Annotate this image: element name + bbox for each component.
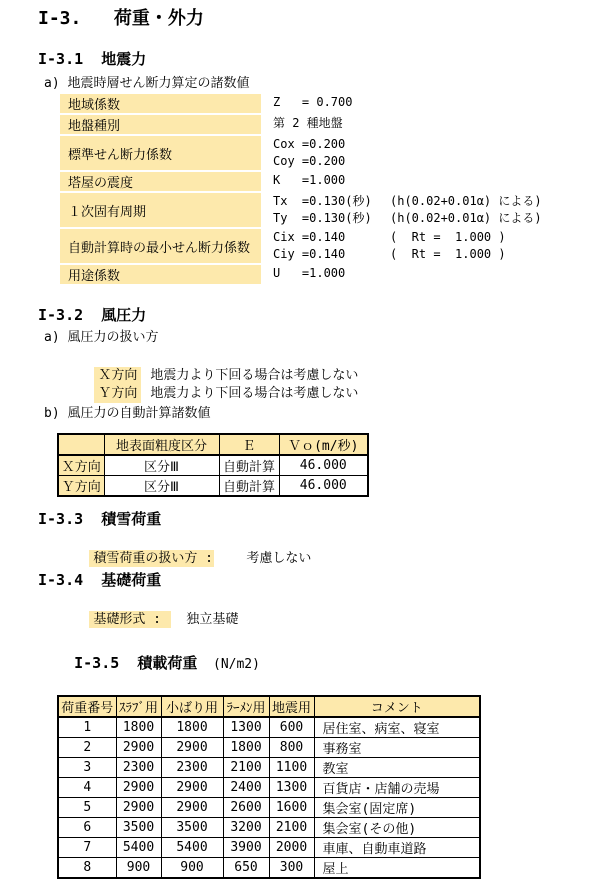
load-number: 2 <box>58 738 116 758</box>
frame-load: 1800 <box>223 738 269 758</box>
frame-load: 3900 <box>223 838 269 858</box>
param-value: 第 2 種地盤 <box>273 116 343 130</box>
param-remark: (h(0.02+0.01α) による) <box>390 194 542 208</box>
param-remark: ( Rt = 1.000 ) <box>390 230 506 244</box>
wind-table-row <box>58 455 368 476</box>
slab-load: 2300 <box>116 758 161 778</box>
param-row <box>60 229 602 263</box>
beam-load: 1800 <box>161 717 223 738</box>
param-remark: (h(0.02+0.01α) による) <box>390 211 542 225</box>
frame-load: 650 <box>223 858 269 879</box>
beam-load: 5400 <box>161 838 223 858</box>
seismic-load: 1300 <box>269 778 314 798</box>
table-row <box>58 798 480 818</box>
slab-load: 3500 <box>116 818 161 838</box>
wind-row-direction: Ｙ方向 <box>58 476 104 497</box>
wind-table-header-row <box>58 434 368 455</box>
param-label: 標準せん断力係数 <box>60 136 261 170</box>
wind-treatment-row <box>63 349 602 383</box>
beam-load: 2300 <box>161 758 223 778</box>
live-load-header: コメント <box>314 696 480 717</box>
wind-cell: 自動計算 <box>219 455 279 476</box>
wind-cell: 46.000 <box>279 476 368 497</box>
snow-treatment-line <box>58 533 602 566</box>
section-heading-wind: I-3.2 風圧力 <box>38 306 147 324</box>
param-row <box>60 172 602 191</box>
beam-load: 2900 <box>161 778 223 798</box>
frame-load: 2600 <box>223 798 269 818</box>
param-row <box>60 265 602 284</box>
live-load-unit <box>197 657 213 672</box>
param-label: 地域係数 <box>60 94 261 113</box>
slab-load: 2900 <box>116 798 161 818</box>
frame-load: 3200 <box>223 818 269 838</box>
param-row <box>60 136 602 170</box>
live-load-unit-label: (N/m2) <box>213 657 260 672</box>
live-load-header: ｽﾗﾌﾞ用 <box>116 696 161 717</box>
param-value: Cix =0.140 <box>273 230 346 244</box>
wind-treatment-text: 地震力より下回る場合は考慮しない <box>150 386 359 401</box>
live-load-header-row <box>58 696 480 717</box>
beam-load: 2900 <box>161 738 223 758</box>
wind-table-row <box>58 476 368 497</box>
param-label: 自動計算時の最小せん断力係数 <box>60 229 261 263</box>
beam-load: 2900 <box>161 798 223 818</box>
beam-load: 3500 <box>161 818 223 838</box>
param-value: Tx =0.130(秒) <box>273 194 372 208</box>
load-number: 7 <box>58 838 116 858</box>
seismic-load: 1600 <box>269 798 314 818</box>
table-row <box>58 738 480 758</box>
wind-sublabel-a: a) 風圧力の扱い方 <box>44 330 159 345</box>
direction-x-chip: Ｘ方向 <box>94 367 141 385</box>
load-number: 3 <box>58 758 116 778</box>
load-number: 5 <box>58 798 116 818</box>
load-comment: 百貨店・店舗の売場 <box>314 778 480 798</box>
foundation-type-line <box>58 594 602 627</box>
wind-table-header: Ｅ <box>219 434 279 455</box>
load-comment: 車庫、自動車道路 <box>314 838 480 858</box>
frame-load: 1300 <box>223 717 269 738</box>
wind-cell: 区分Ⅲ <box>104 476 219 497</box>
param-label: 塔屋の震度 <box>60 172 261 191</box>
param-value: Ciy =0.140 <box>273 247 346 261</box>
param-value: U =1.000 <box>273 266 346 280</box>
wind-treatment-text: 地震力より下回る場合は考慮しない <box>150 368 359 383</box>
load-comment: 居住室、病室、寝室 <box>314 717 480 738</box>
load-comment: 集会室(その他) <box>314 818 480 838</box>
section-heading-live-load <box>38 636 602 692</box>
direction-y-chip: Ｙ方向 <box>94 385 141 403</box>
load-number: 4 <box>58 778 116 798</box>
table-row <box>58 717 480 738</box>
param-value: Z = 0.700 <box>273 95 353 109</box>
param-label: １次固有周期 <box>60 193 261 227</box>
load-comment: 集会室(固定席) <box>314 798 480 818</box>
slab-load: 2900 <box>116 738 161 758</box>
param-remark: ( Rt = 1.000 ) <box>390 247 506 261</box>
foundation-type-label: 基礎形式 : <box>89 611 171 628</box>
foundation-type-value: 独立基礎 <box>186 612 239 627</box>
snow-treatment-label: 積雪荷重の扱い方 : <box>89 550 214 567</box>
live-load-header: 荷重番号 <box>58 696 116 717</box>
seismic-load: 800 <box>269 738 314 758</box>
seismic-load: 1100 <box>269 758 314 778</box>
wind-row-direction: Ｘ方向 <box>58 455 104 476</box>
param-value: Cox =0.200 <box>273 137 346 151</box>
param-value: Coy =0.200 <box>273 154 346 168</box>
wind-cell: 自動計算 <box>219 476 279 497</box>
load-number: 8 <box>58 858 116 879</box>
load-number: 6 <box>58 818 116 838</box>
table-row <box>58 758 480 778</box>
live-load-header: ﾗｰﾒﾝ用 <box>223 696 269 717</box>
load-comment: 教室 <box>314 758 480 778</box>
live-load-header: 小ばり用 <box>161 696 223 717</box>
param-row <box>60 115 602 134</box>
live-load-header: 地震用 <box>269 696 314 717</box>
table-row <box>58 838 480 858</box>
seismic-load: 600 <box>269 717 314 738</box>
section-heading-snow: I-3.3 積雪荷重 <box>38 510 162 528</box>
load-number: 1 <box>58 717 116 738</box>
param-row <box>60 193 602 227</box>
param-label: 地盤種別 <box>60 115 261 134</box>
beam-load: 900 <box>161 858 223 879</box>
wind-table-header: Ｖｏ(m/秒) <box>279 434 368 455</box>
live-load-table <box>57 695 481 879</box>
param-label: 用途係数 <box>60 265 261 284</box>
param-value: K =1.000 <box>273 173 346 187</box>
wind-table <box>57 433 369 497</box>
load-comment: 屋上 <box>314 858 480 879</box>
table-row <box>58 858 480 879</box>
wind-table-header <box>58 434 104 455</box>
seismic-sublabel-a: a) 地震時層せん断力算定の諸数値 <box>44 76 250 91</box>
wind-table-header: 地表面粗度区分 <box>104 434 219 455</box>
table-row <box>58 778 480 798</box>
slab-load: 5400 <box>116 838 161 858</box>
section-heading-seismic: I-3.1 地震力 <box>38 50 147 68</box>
frame-load: 2400 <box>223 778 269 798</box>
seismic-load: 2100 <box>269 818 314 838</box>
param-value: Ty =0.130(秒) <box>273 211 372 225</box>
wind-cell: 46.000 <box>279 455 368 476</box>
load-comment: 事務室 <box>314 738 480 758</box>
wind-sublabel-b: b) 風圧力の自動計算諸数値 <box>44 406 211 421</box>
seismic-parameter-list <box>60 94 602 284</box>
live-load-heading: I-3.5 積載荷重 <box>74 654 198 672</box>
table-row <box>58 818 480 838</box>
param-row <box>60 94 602 113</box>
seismic-load: 2000 <box>269 838 314 858</box>
snow-treatment-value: 考慮しない <box>246 551 312 566</box>
section-heading-foundation: I-3.4 基礎荷重 <box>38 571 162 589</box>
slab-load: 900 <box>116 858 161 879</box>
seismic-load: 300 <box>269 858 314 879</box>
slab-load: 1800 <box>116 717 161 738</box>
page-title: I-3. 荷重・外力 <box>38 8 204 29</box>
wind-cell: 区分Ⅲ <box>104 455 219 476</box>
frame-load: 2100 <box>223 758 269 778</box>
slab-load: 2900 <box>116 778 161 798</box>
